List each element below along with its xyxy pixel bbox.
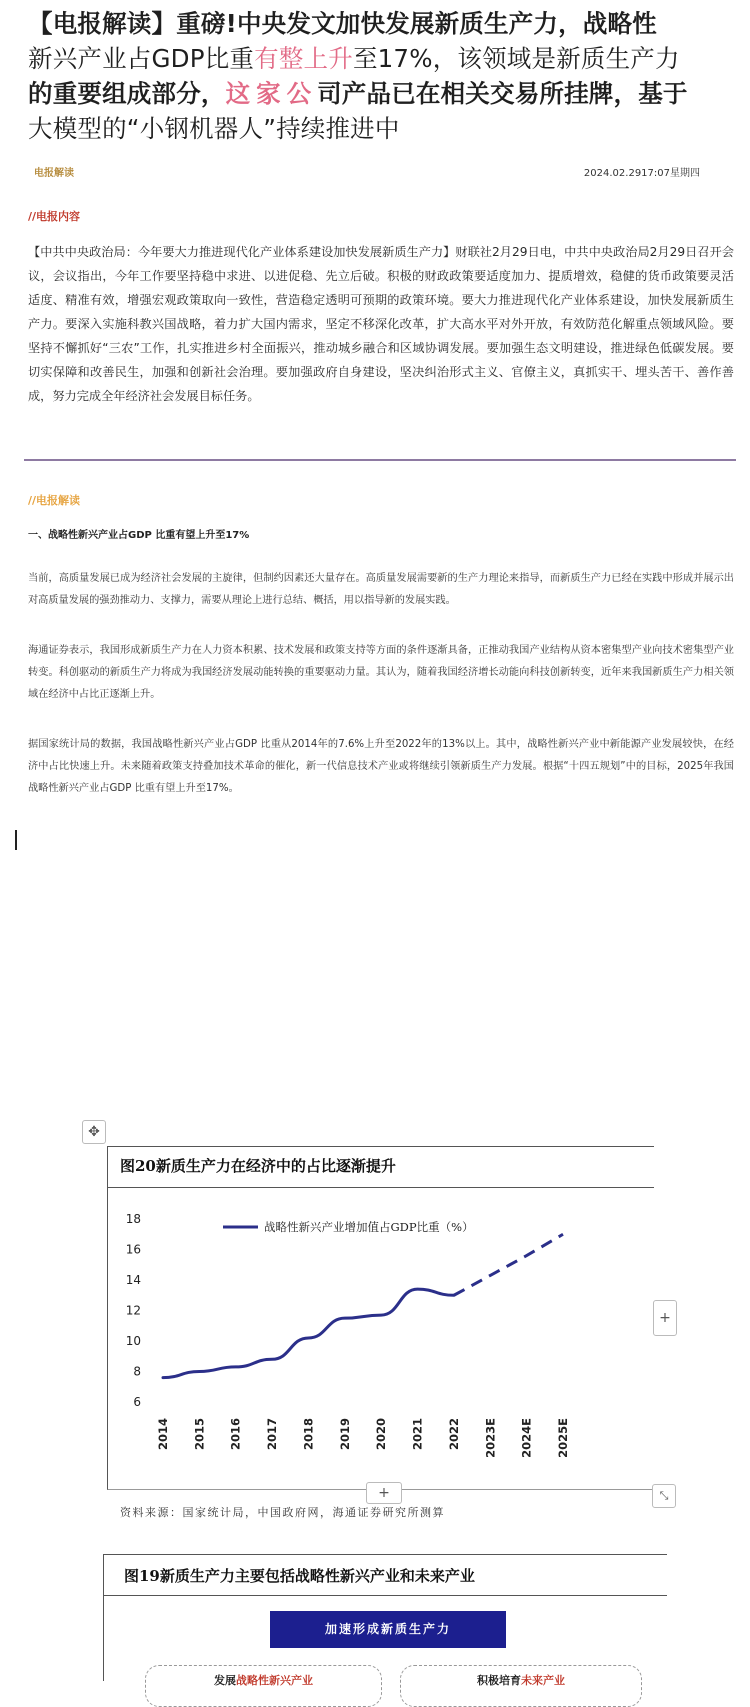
x-tick-label: 2017	[265, 1418, 280, 1451]
figure-20-source: 资料来源：国家统计局，中国政府网，海通证券研究所测算	[120, 1506, 445, 1519]
figure-20-title: 图20新质生产力在经济中的占比逐渐提升	[120, 1157, 396, 1175]
analysis-paragraph-2: 海通证券表示，我国形成新质生产力在人力资本积累、技术发展和政策支持等方面的条件逐渐具备，正推动我国产业结构从资本密集型产业向技术密集型产业转变。科创驱动的新质生产力将成为我国经济发展动能转换的重要驱动力量。其认为，随着我国经济增长动能向科技创新转变，近年来我国新质生产力相关领域在经济中占比正逐渐上升。	[28, 645, 734, 700]
plus-icon[interactable]: +	[653, 1300, 677, 1336]
line-chart	[108, 1189, 654, 1489]
publish-date: 2024.02.2917:07星期四	[583, 168, 700, 179]
x-tick-label: 2020	[374, 1418, 389, 1451]
plus-icon[interactable]: +	[366, 1482, 402, 1504]
headline-line-3: 的重要组成部分，这家公司产品已在相关交易所挂牌，基于	[28, 79, 688, 108]
x-tick-label: 2018	[301, 1418, 316, 1451]
x-tick-label: 2019	[337, 1418, 352, 1451]
y-tick-label: 10	[125, 1334, 141, 1348]
y-tick-label: 6	[133, 1395, 141, 1409]
headline-line-2: 新兴产业占GDP比重有整上升至17%，该领域是新质生产力	[28, 44, 680, 73]
figure-20-title-rule	[108, 1187, 654, 1188]
text-cursor	[15, 830, 17, 850]
x-tick-label: 2024E	[519, 1418, 534, 1458]
y-tick-label: 16	[125, 1242, 141, 1257]
figure-19-title: 图19新质生产力主要包括战略性新兴产业和未来产业	[124, 1567, 475, 1585]
headline-line-4: 大模型的“小钢机器人”持续推进中	[28, 114, 400, 143]
x-tick-label: 2022	[446, 1418, 461, 1451]
y-tick-label: 18	[125, 1212, 141, 1226]
box-label: 发展	[214, 1674, 236, 1687]
y-tick-label: 12	[125, 1303, 141, 1318]
box-label: 积极培育	[477, 1674, 521, 1687]
analysis-subhead: 一、战略性新兴产业占GDP 比重有望上升至17%	[28, 530, 250, 541]
x-tick-label: 2023E	[483, 1418, 498, 1458]
headline	[28, 6, 728, 146]
section-title-content: //电报内容	[28, 210, 81, 223]
section-title-analysis: //电报解读	[28, 494, 81, 507]
series-line-actual	[163, 1289, 454, 1377]
x-tick-label: 2015	[192, 1418, 207, 1451]
series-line-forecast	[454, 1234, 563, 1295]
figure-19-title-rule	[104, 1595, 667, 1596]
x-tick-label: 2014	[156, 1418, 170, 1451]
resize-icon[interactable]: ⤡	[652, 1484, 676, 1508]
y-tick-label: 14	[125, 1273, 141, 1287]
source-label: 电报解读	[34, 168, 74, 179]
figure-19-box-future	[400, 1665, 642, 1707]
legend-label: 战略性新兴产业增加值占GDP比重（%）	[264, 1220, 474, 1234]
y-tick-label: 8	[133, 1364, 141, 1379]
section-body-content: 【中共中央政治局：今年要大力推进现代化产业体系建设加快发展新质生产力】财联社2月29日电，中共中央政治局2月29日召开会议，会议指出，今年工作要坚持稳中求进、以进促稳、先立后破。积极的财政政策要适度加力、提质增效，稳健的货币政策要灵活适度、精准有效，增强宏观政策取向一致性，营造稳定透明可预期的政策环境。要大力推进现代化产业体系建设，加快发展新质生产力。要深入实施科教兴国战略，着力扩大国内需求，坚定不移深化改革，扩大高水平对外开放，有效防范化解重点领域风险。要坚持不懈抓好“三农”工作，扎实推进乡村全面振兴，推动城乡融合和区域协调发展。要加强生态文明建设，推进绿色低碳发展。要切实保障和改善民生，加强和创新社会治理。要加强政府自身建设，坚决纠治形式主义、官僚主义，真抓实干、埋头苦干、善作善成，努力完成全年经济社会发展目标任务。	[28, 245, 734, 403]
move-icon[interactable]: ✥	[82, 1120, 106, 1144]
figure-19-banner: 加速形成新质生产力	[270, 1611, 506, 1648]
figure-20	[107, 1146, 654, 1490]
analysis-paragraph-1: 当前，高质量发展已成为经济社会发展的主旋律，但制约因素还大量存在。高质量发展需要新的生产力理论来指导，而新质生产力已经在实践中形成并展示出对高质量发展的强劲推动力、支撑力，需要从理论上进行总结、概括，用以指导新的发展实践。	[28, 573, 734, 606]
x-tick-label: 2021	[410, 1418, 425, 1451]
x-tick-label: 2025E	[556, 1418, 570, 1458]
headline-line-1: 【电报解读】重磅!中央发文加快发展新质生产力，战略性	[28, 9, 657, 38]
figure-19-box-strategic	[145, 1665, 382, 1707]
section-divider	[24, 459, 736, 461]
box-label-highlight: 战略性新兴产业	[236, 1674, 313, 1687]
box-label-highlight: 未来产业	[521, 1674, 565, 1687]
analysis-paragraph-3: 据国家统计局的数据，我国战略性新兴产业占GDP 比重从2014年的7.6%上升至2022年的13%以上。其中，战略性新兴产业中新能源产业发展较快，在经济中占比快速上升。未来随着政策支持叠加技术革命的催化，新一代信息技术产业或将继续引领新质生产力发展。根据“十四五规划”中的目标，2025年我国战略性新兴产业占GDP 比重有望上升至17%。	[28, 739, 734, 794]
x-tick-label: 2016	[228, 1418, 243, 1451]
